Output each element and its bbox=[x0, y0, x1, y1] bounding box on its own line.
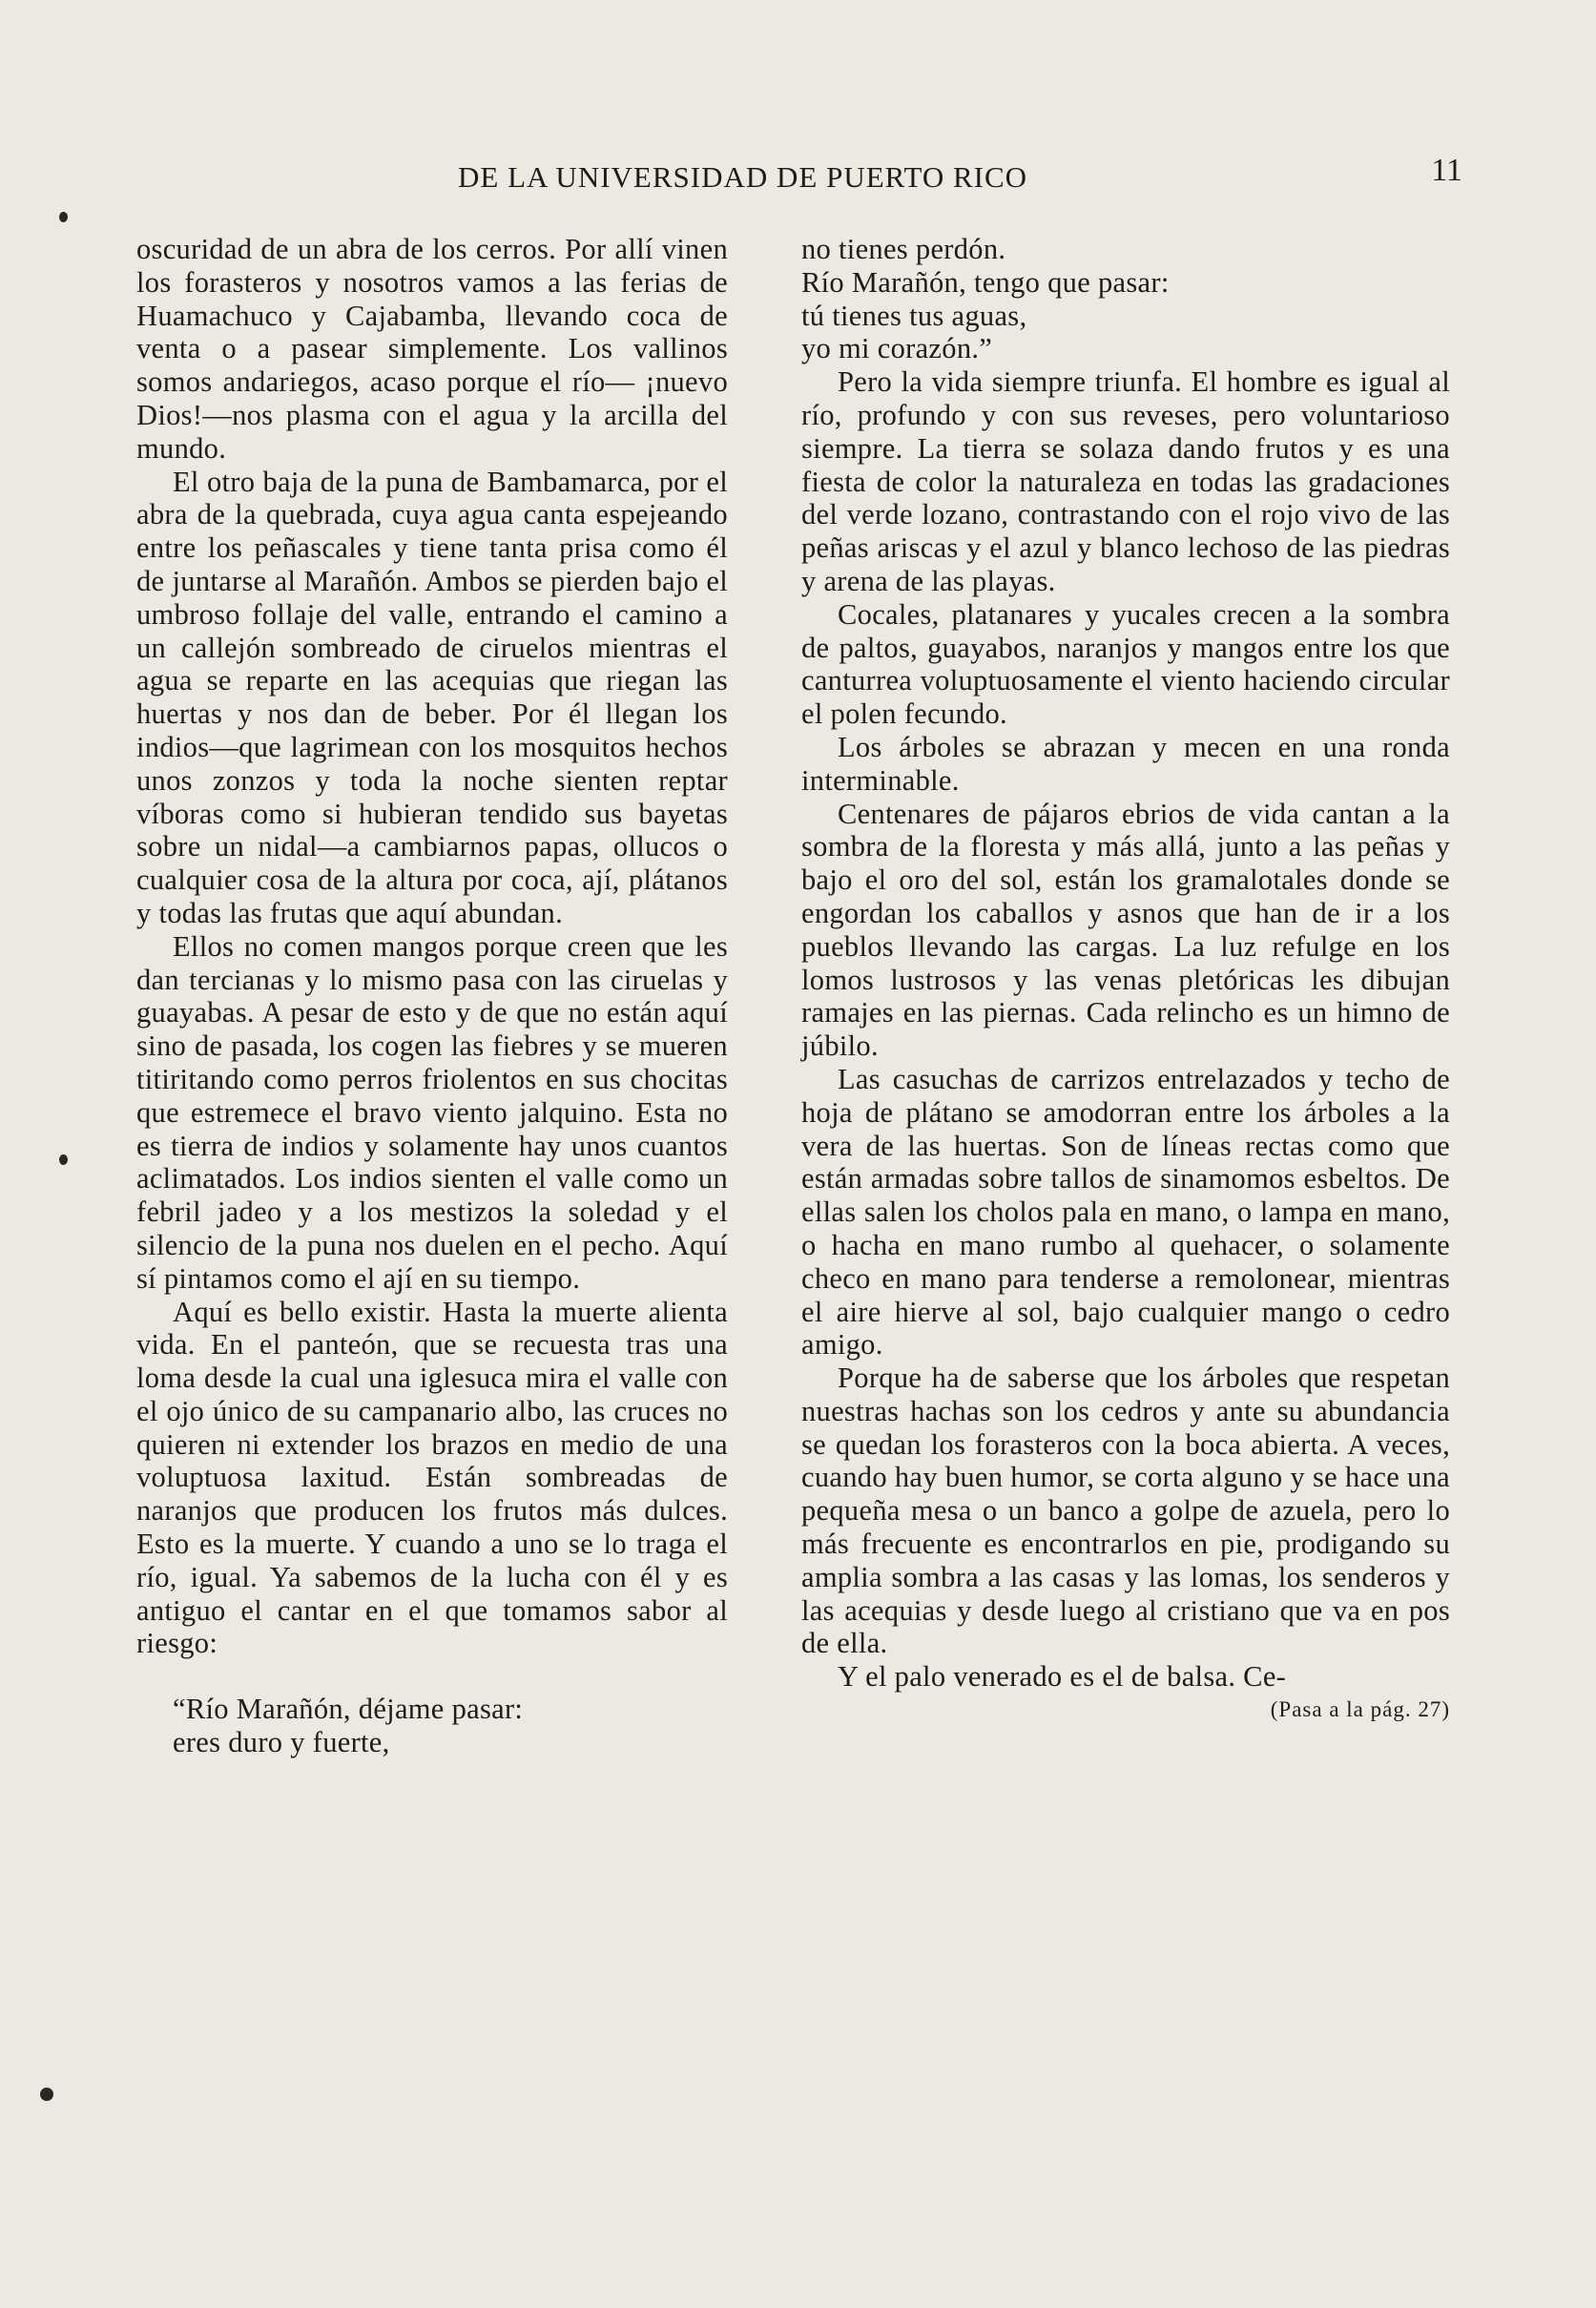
paragraph: Centenares de pájaros ebrios de vida cantan a la sombra de la floresta y más allá, junto a las peñas y bajo el oro del sol, están los gramalotales donde se engordan los caballos y asnos que han de ir a los pueblos llevando las cargas. La luz refulge en los lomos lustrosos y las venas pletóricas les dibujan ramajes en las piernas. Cada relincho es un himno de júbilo. bbox=[801, 797, 1450, 1063]
paragraph: Ellos no comen mangos porque creen que les dan tercianas y lo mismo pasa con las ciruelas y guayabas. A pesar de esto y de que no están aquí sino de pasada, los cogen las fiebres y se mueren titiritando como perros friolentos en sus chocitas que estremece el bravo viento jalquino. Esta no es tierra de indios y solamente hay unos cuantos aclimatados. Los indios sienten el valle como un febril jadeo y a los mestizos la soledad y el silencio de la puna nos duelen en el pecho. Aquí sí pintamos como el ají en su tiempo. bbox=[136, 929, 728, 1295]
right-column bbox=[801, 233, 1450, 1724]
paragraph: oscuridad de un abra de los cerros. Por allí vinen los forasteros y nosotros vamos a las ferias de Huamachuco y Cajabamba, llevando coca de venta o a pasear simplemente. Los vallinos somos andariegos, acaso porque el río— ¡nuevo Dios!—nos plasma con el agua y la arcilla del mundo. bbox=[136, 233, 728, 465]
poem-line: tú tienes tus aguas, bbox=[801, 299, 1027, 332]
paragraph: Y el palo venerado es el de balsa. Ce- bbox=[838, 1660, 1287, 1694]
margin-speck bbox=[59, 1154, 68, 1165]
paragraph: Cocales, platanares y yucales crecen a la sombra de paltos, guayabos, naranjos y mangos entre los que canturrea voluptuosamente el viento haciendo circular el polen fecundo. bbox=[801, 597, 1450, 731]
page-header bbox=[134, 153, 1462, 202]
running-head: DE LA UNIVERSIDAD DE PUERTO RICO bbox=[458, 160, 1028, 194]
poem-line: “Río Marañón, déjame pasar: bbox=[173, 1693, 524, 1726]
margin-speck bbox=[59, 212, 68, 222]
poem-line: no tienes perdón. bbox=[801, 233, 1006, 265]
paragraph: Los árboles se abrazan y mecen en una ronda interminable. bbox=[801, 730, 1450, 797]
paragraph: El otro baja de la puna de Bambamarca, por el abra de la quebrada, cuya agua canta espejeando entre los peñascales y tiene tanta prisa como él de juntarse al Marañón. Ambos se pierden bajo el umbroso follaje del valle, entrando el camino a un callejón sombreado de ciruelos mientras el agua se reparte en las acequias que riegan las huertas y nos dan de beber. Por él llegan los indios—que lagrimean con los mosquitos hechos unos zonzos y toda la noche sienten reptar víboras como si hubieran tendido sus bayetas sobre un nidal—a cambiarnos papas, ollucos o cualquier cosa de la altura por coca, ají, plátanos y todas las frutas que aquí abundan. bbox=[136, 465, 728, 929]
poem-verse bbox=[801, 233, 1450, 365]
paragraph: Aquí es bello existir. Hasta la muerte alienta vida. En el panteón, que se recuesta tras una loma desde la cual una iglesuca mira el valle con el ojo único de su campanario albo, las cruces no quieren ni extender los brazos en medio de una voluptuosa laxitud. Están sombreadas de naranjos que producen los frutos más dulces. Esto es la muerte. Y cuando a uno se lo traga el río, igual. Ya sabemos de la lucha con él y es antiguo el cantar en el que tomamos sabor al riesgo: bbox=[136, 1295, 728, 1660]
poem-line: Río Marañón, tengo que pasar: bbox=[801, 265, 1170, 299]
paragraph: Porque ha de saberse que los árboles que respetan nuestras hachas son los cedros y ante su abundancia se quedan los forasteros con la boca abierta. A veces, cuando hay buen humor, se corta alguno y se hace una pequeña mesa o un banco a golpe de azuela, pero lo más frecuente es encontrarlos en pie, prodigando su amplia sombra a las casas y las lomas, los senderos y las acequias y desde luego al cristiano que va en pos de ella. bbox=[801, 1362, 1450, 1660]
margin-speck bbox=[40, 2088, 53, 2101]
continuation-note: (Pasa a la pág. 27) bbox=[1270, 1697, 1450, 1722]
poem-line: yo mi corazón.” bbox=[801, 332, 993, 365]
left-column bbox=[136, 233, 728, 1759]
paragraph: Pero la vida siempre triunfa. El hombre es igual al río, profundo y con sus reveses, pero voluntarioso siempre. La tierra se solaza dando frutos y es una fiesta de color la naturaleza en todas las gradaciones del verde lozano, contrastando con el rojo vivo de las peñas ariscas y el azul y blanco lechoso de las piedras y arena de las playas. bbox=[801, 365, 1450, 597]
poem-line: eres duro y fuerte, bbox=[173, 1726, 390, 1759]
paragraph: Las casuchas de carrizos entrelazados y techo de hoja de plátano se amodorran entre los árboles a la vera de las huertas. Son de líneas rectas como que están armadas sobre tallos de sinamomos esbeltos. De ellas salen los cholos pala en mano, o lampa en mano, o hacha en mano rumbo al quehacer, o solamente checo en mano para tenderse a remolonear, mientras el aire hierve al sol, bajo cualquier mango o cedro amigo. bbox=[801, 1062, 1450, 1362]
poem-verse bbox=[136, 1693, 728, 1759]
page-number: 11 bbox=[1431, 153, 1462, 188]
